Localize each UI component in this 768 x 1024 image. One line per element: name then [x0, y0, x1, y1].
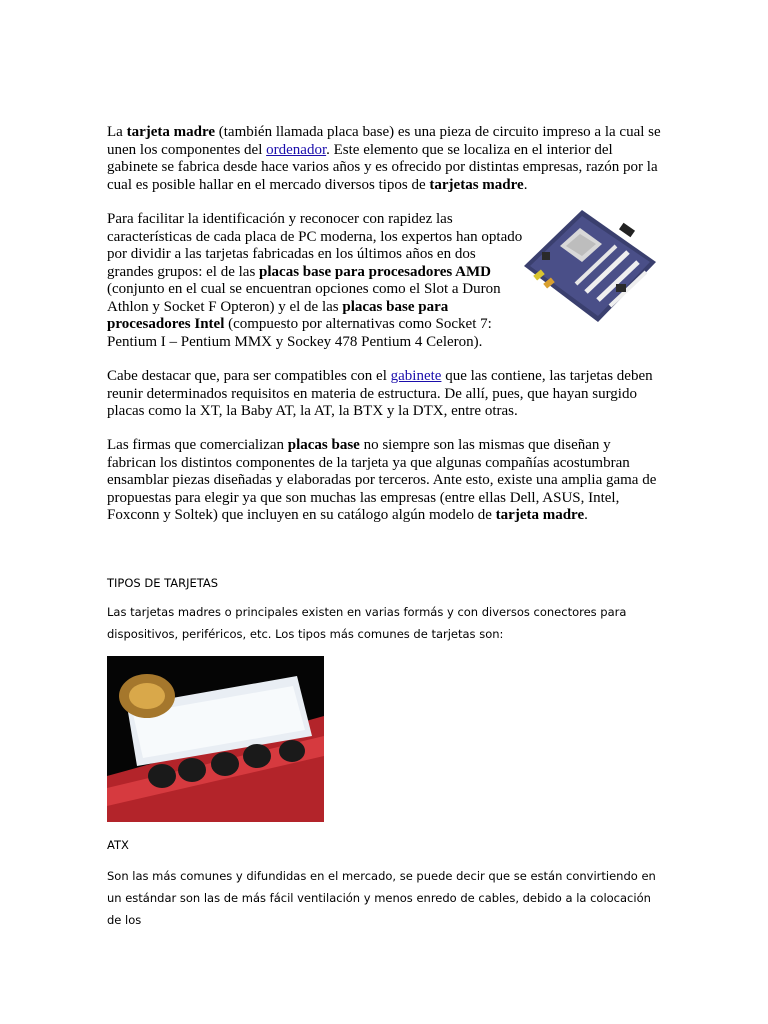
text-run: que las contiene, las tarjetas deben reunir determinados requisitos en materia de estructura. De allí, pues, que hayan surgido placas como la XT, la Baby AT, la AT, la BTX y la DTX, entre otras.	[107, 368, 653, 419]
text-run: Para facilitar la identificación y reconocer con rapidez las características de cada placa de PC moderna, los expertos han optado por dividir a las tarjetas fabricadas en los últimos años en dos grandes grupos: el de las	[107, 211, 523, 280]
ordenador-link[interactable]: ordenador	[266, 141, 327, 158]
atx-connector-image	[107, 656, 324, 822]
manufacturers-paragraph	[107, 437, 662, 525]
text-run: .	[584, 507, 588, 523]
atx-paragraph: Son las más comunes y difundidas en el mercado, se puede decir que se están convirtiendo en un estándar son las de más fácil ventilación y menos enredo de cables, debido a la colocación de los	[107, 869, 656, 927]
compatibility-paragraph	[107, 368, 662, 421]
bold-term: placas base para procesadores Intel	[107, 298, 449, 332]
section-heading-tipos: TIPOS DE TARJETAS	[107, 576, 219, 590]
motherboard-image	[520, 206, 660, 326]
text-run: (compuesto por alternativas como Socket 7: Pentium I – Pentium MMX y Sockey 478 Pentium 4 Celeron).	[107, 316, 492, 350]
bold-term: placas base	[287, 437, 360, 453]
text-run: no siempre son las mismas que diseñan y fabrican los distintos componentes de la tarjeta ya que algunas compañías acostumbran ensamblar piezas diseñadas y elaboradas por terceros. Ante esto, existe una amplia gama de propuestas para elegir ya que son muchas las empresas (entre ellas Dell, ASUS, Intel, Foxconn y Soltek) que incluyen en su catálogo algún modelo de	[107, 437, 657, 523]
text-run: Cabe destacar que, para ser compatibles con el	[107, 368, 391, 384]
text-run: (también llamada placa base) es una pieza de circuito impreso a la cual se unen los componentes del	[107, 124, 661, 158]
text-run: Las firmas que comercializan	[107, 437, 288, 453]
text-run: . Este elemento que se localiza en el interior del gabinete se fabrica desde hace varios años y es ofrecido por distintas empresas, razón por la cual es posible hallar en el mercado diversos tipos de	[107, 141, 658, 193]
text-run: .	[523, 176, 528, 193]
text-run: La	[107, 124, 127, 140]
bold-term: placas base para procesadores AMD	[259, 263, 491, 280]
text-run: (conjunto en el cual se encuentran opciones como el Slot a Duron Athlon y Socket F Opteron) y el de las	[107, 281, 501, 315]
bold-term: tarjetas madre	[429, 176, 524, 193]
bold-term: tarjeta madre	[495, 507, 585, 523]
intro-paragraph	[107, 124, 662, 194]
tipos-paragraph: Las tarjetas madres o principales existen en varias formás y con diversos conectores para dispositivos, periféricos, etc. Los tipos más comunes de tarjetas son:	[107, 605, 627, 641]
gabinete-link[interactable]: gabinete	[390, 368, 442, 384]
section-heading-atx: ATX	[107, 838, 129, 852]
classification-paragraph	[107, 211, 525, 351]
bold-term: tarjeta madre	[126, 124, 216, 140]
